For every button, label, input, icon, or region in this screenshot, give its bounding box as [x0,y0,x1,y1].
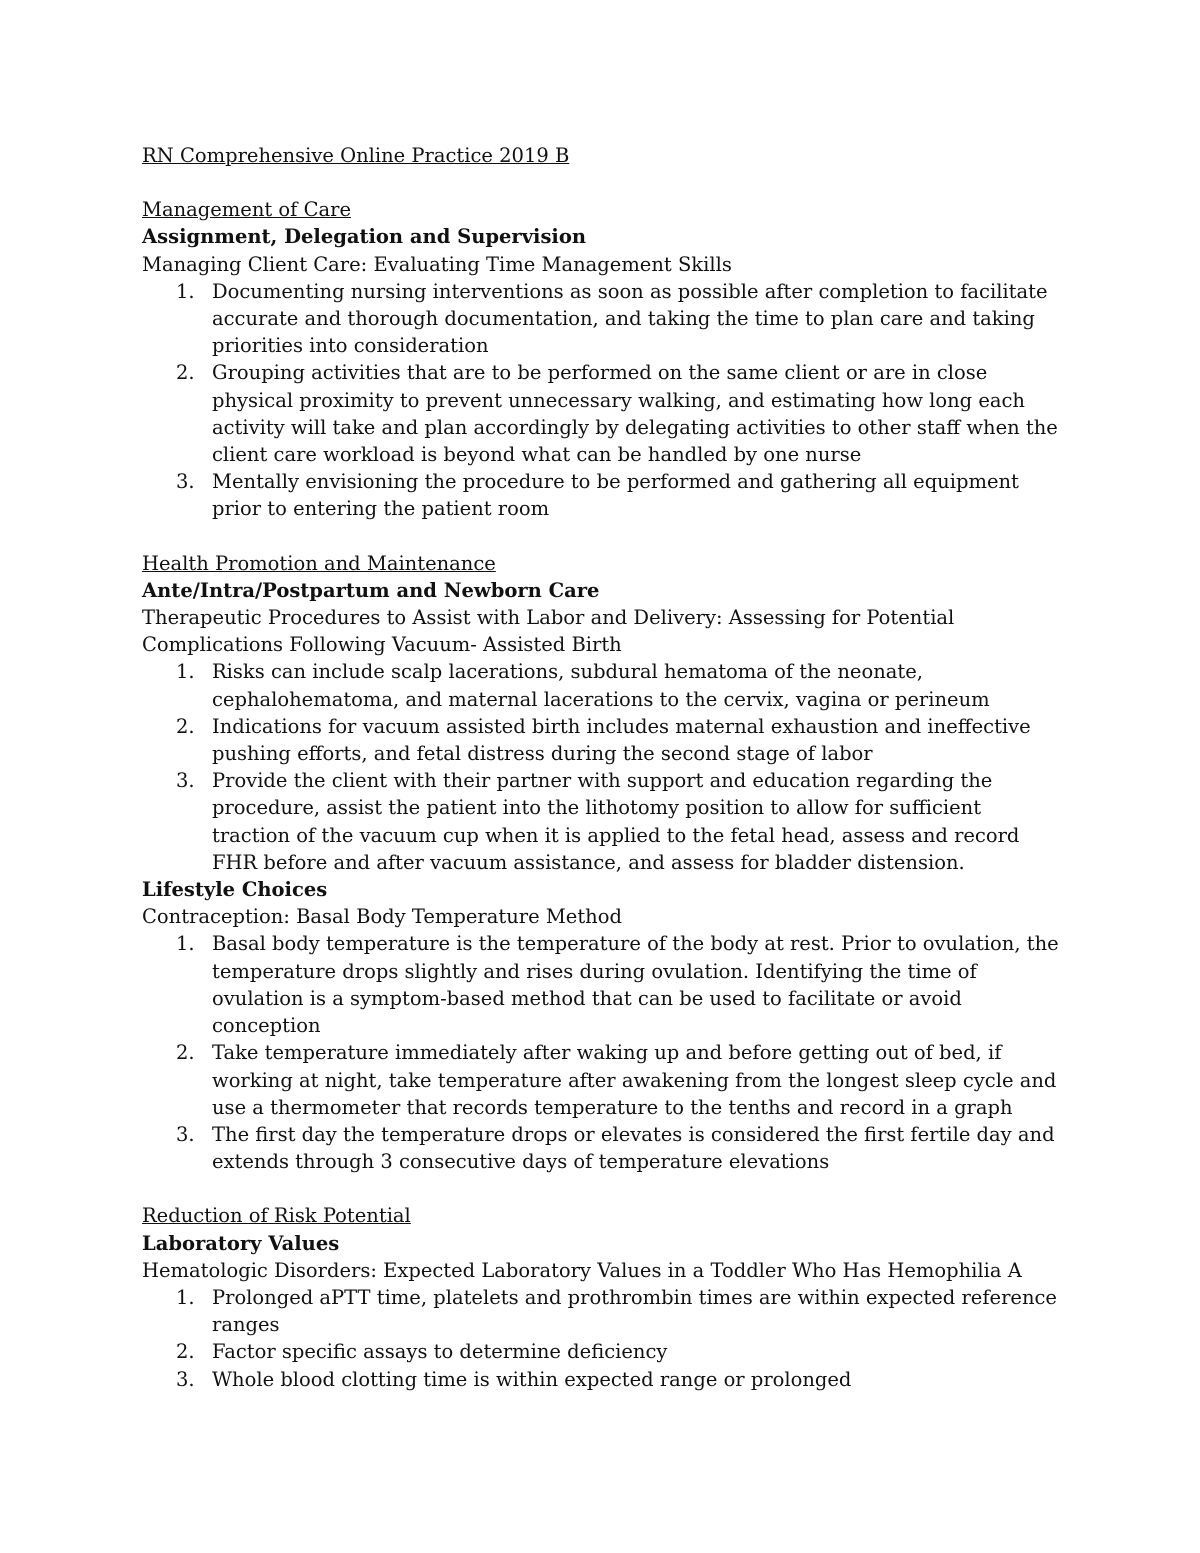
list-number: 1. [176,279,195,303]
list-item-text: Factor specific assays to determine deficiency [212,1340,668,1364]
topic-line: Hematologic Disorders: Expected Laboratory Values in a Toddler Who Has Hemophilia A [142,1258,1022,1282]
document-page [142,142,1062,1393]
section-heading: Reduction of Risk Potential [142,1204,411,1228]
list-item [142,930,1062,1039]
list-item [142,1039,1062,1121]
list-item-text: Provide the client with their partner with support and education regarding the procedure, assist the patient into the lithotomy position to allow for sufficient traction of the vacuum cup when it is applied to the fetal head, assess and record FHR before and after vacuum assistance, and assess for bladder distension. [212,769,1020,874]
numbered-list [142,278,1062,523]
list-number: 3. [176,1122,195,1146]
list-item-text: The first day the temperature drops or elevates is considered the first fertile day and extends through 3 consecutive days of temperature elevations [212,1122,1055,1174]
list-number: 2. [176,714,195,738]
list-item [142,278,1062,360]
subsection-heading: Assignment, Delegation and Supervision [142,225,587,249]
numbered-list [142,1284,1062,1393]
list-item-text: Whole blood clotting time is within expected range or prolonged [212,1367,852,1391]
list-item [142,1338,1062,1365]
list-item-text: Risks can include scalp lacerations, subdural hematoma of the neonate, cephalohematoma, and maternal lacerations to the cervix, vagina or perineum [212,660,990,711]
list-number: 1. [176,1285,195,1309]
topic-line: Managing Client Care: Evaluating Time Management Skills [142,252,732,276]
list-item-text: Grouping activities that are to be performed on the same client or are in close physical proximity to prevent unnecessary walking, and estimating how long each activity will take and plan accordingly by delegating activities to other staff when the client care workload is beyond what can be handled by one nurse [212,361,1058,467]
list-item-text: Documenting nursing interventions as soon as possible after completion to facilitate accurate and thorough documentation, and taking the time to plan care and taking priorities into consideration [212,279,1048,358]
list-number: 1. [176,660,195,684]
section-health-promotion [142,550,1062,1176]
list-item [142,1366,1062,1393]
list-item-text: Take temperature immediately after waking up and before getting out of bed, if working at night, take temperature after awakening from the longest sleep cycle and use a thermometer that records temperature to the tenths and record in a graph [212,1041,1057,1119]
list-number: 1. [176,932,195,956]
list-item [142,767,1062,876]
list-item-text: Indications for vacuum assisted birth includes maternal exhaustion and ineffective pushing efforts, and fetal distress during the second stage of labor [212,714,1031,766]
list-number: 3. [176,1367,195,1391]
list-item [142,713,1062,767]
numbered-list [142,658,1062,876]
list-item [142,1121,1062,1175]
list-item [142,658,1062,712]
subsection-heading: Ante/Intra/Postpartum and Newborn Care [142,578,600,602]
subsection-heading: Laboratory Values [142,1231,340,1255]
list-item [142,468,1062,522]
topic-line: Contraception: Basal Body Temperature Method [142,905,622,929]
list-item-text: Prolonged aPTT time, platelets and prothrombin times are within expected reference ranges [212,1285,1057,1337]
document-title: RN Comprehensive Online Practice 2019 B [142,144,570,167]
list-number: 3. [176,769,195,793]
list-number: 3. [176,470,195,494]
section-management-of-care [142,196,1062,522]
list-number: 2. [176,361,195,385]
section-heading: Health Promotion and Maintenance [142,551,496,575]
list-item-text: Basal body temperature is the temperature of the body at rest. Prior to ovulation, the temperature drops slightly and rises during ovulation. Identifying the time of ovulation is a symptom-based method that can be used to facilitate or avoid conception [212,932,1059,1038]
section-heading: Management of Care [142,198,351,222]
section-reduction-of-risk [142,1202,1062,1392]
topic-line: Therapeutic Procedures to Assist with Labor and Delivery: Assessing for Potential Complications Following Vacuum- Assisted Birth [142,606,955,657]
numbered-list [142,930,1062,1175]
list-item [142,359,1062,468]
list-item-text: Mentally envisioning the procedure to be performed and gathering all equipment prior to entering the patient room [212,470,1019,521]
subsection-heading: Lifestyle Choices [142,878,328,902]
list-item [142,1284,1062,1338]
list-number: 2. [176,1340,195,1364]
list-number: 2. [176,1041,195,1065]
